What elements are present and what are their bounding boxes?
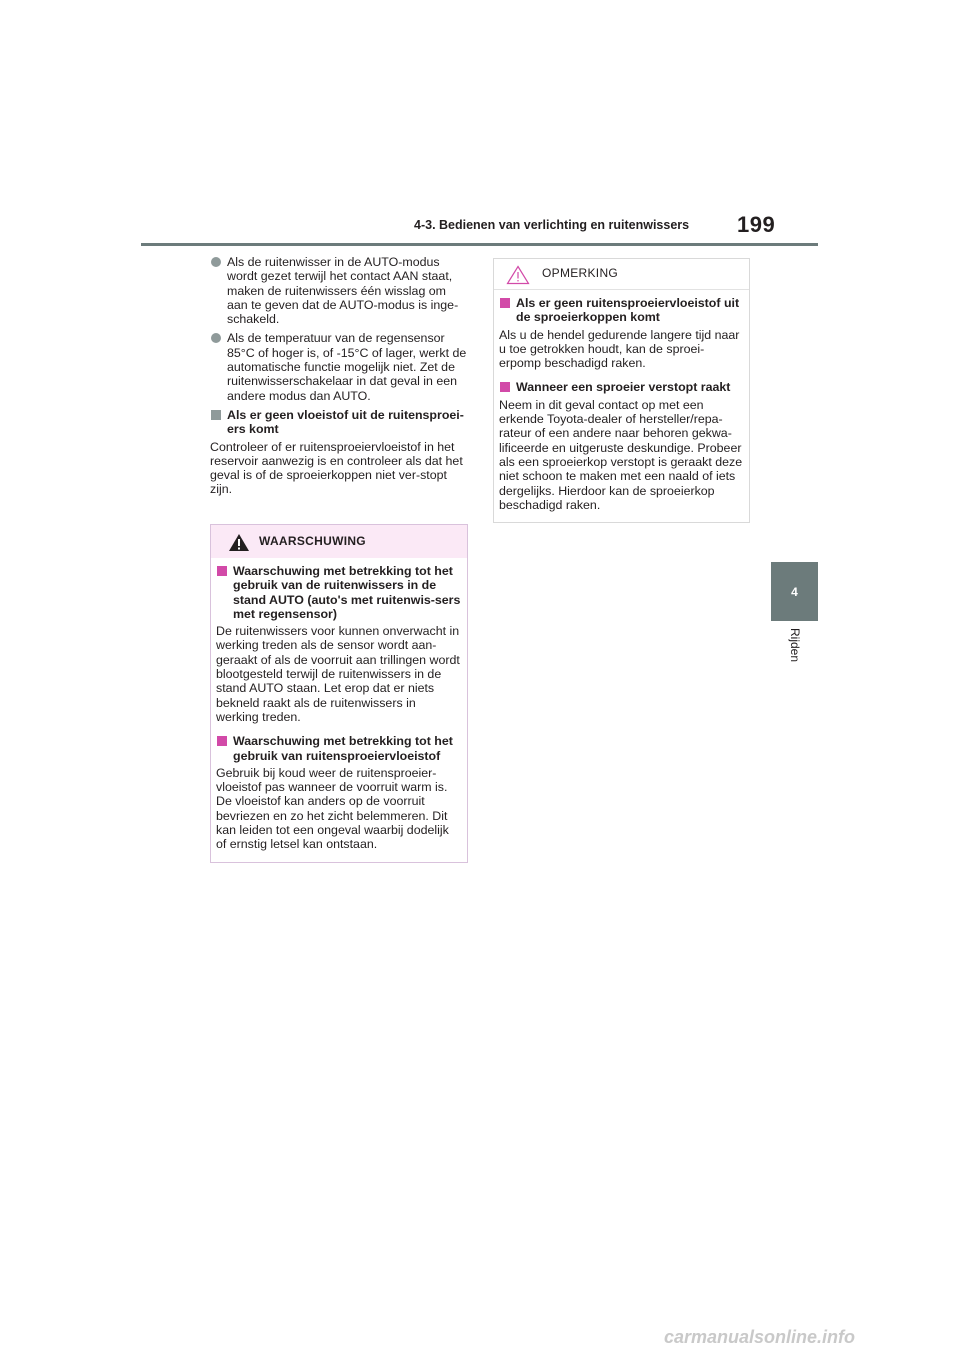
warning-heading [216, 564, 461, 621]
bullet-dot-icon [211, 333, 221, 343]
bullet-item [210, 331, 470, 402]
note-heading [499, 296, 743, 325]
caution-triangle-icon [506, 265, 530, 285]
page-number: 199 [737, 212, 776, 237]
note-box [493, 258, 750, 523]
square-bullet-icon [500, 298, 510, 308]
section-heading [210, 408, 470, 437]
bullet-dot-icon [211, 257, 221, 267]
square-bullet-icon [500, 382, 510, 392]
warning-heading-text: Waarschuwing met betrekking tot het gebruik van de ruitenwissers in de stand AUTO (auto's met ruitenwis-sers met regensensor) [233, 564, 461, 621]
warning-heading-text: Waarschuwing met betrekking tot het gebruik van ruitensproeiervloeistof [233, 734, 453, 763]
bullet-text: Als de ruitenwisser in de AUTO-modus wordt gezet terwijl het contact AAN staat, maken de ruitenwissers één wisslag om aan te geven dat de AUTO-modus is inge-schakeld. [227, 255, 459, 327]
left-column [210, 255, 470, 497]
section-title: 4-3. Bedienen van verlichting en ruitenwissers [414, 218, 690, 232]
chapter-number: 4 [791, 584, 798, 599]
bullet-text: Als de temperatuur van de regensensor 85°C of hoger is, of -15°C of lager, werkt de automatische functie mogelijk niet. Zet de ruitenwisserschakelaar in dat geval in een andere modus dan AUTO. [227, 331, 467, 403]
warning-triangle-icon [228, 533, 250, 552]
note-title: OPMERKING [542, 266, 619, 280]
note-header [494, 259, 749, 290]
note-heading [499, 380, 743, 394]
warning-text: De ruitenwissers voor kunnen onverwacht in werking treden als de sensor wordt aan-geraakt of als de voorruit aan trillingen wordt blootgesteld terwijl de ruitenwissers in de stand AUTO staan. Let erop dat er niets bekneld raakt als de ruitenwissers in werking treden. [216, 624, 460, 724]
watermark: carmanualsonline.info [664, 1327, 856, 1347]
chapter-label: Rijden [788, 628, 802, 663]
square-bullet-icon [211, 410, 221, 420]
note-text: Als u de hendel gedurende langere tijd naar u toe getrokken houdt, kan de sproei-erpomp beschadigd raken. [499, 327, 740, 371]
note-heading-text: Als er geen ruitensproeiervloeistof uit de sproeierkoppen komt [516, 296, 740, 325]
section-paragraph: Controleer of er ruitensproeiervloeistof in het reservoir aanwezig is en controleer als dat het geval is of de sproeierkoppen niet ver-stopt zijn. [210, 439, 463, 497]
warning-text: Gebruik bij koud weer de ruitensproeier-vloeistof pas wanneer de voorruit warm is. De vloeistof kan anders op de voorruit bevriezen en zo het zicht belemmeren. Dit kan leiden tot een ongeval waarbij dodelijk of ernstig letsel kan ontstaan. [216, 765, 449, 852]
warning-heading [216, 734, 461, 763]
warning-header [211, 525, 467, 558]
bullet-item [210, 255, 470, 326]
square-bullet-icon [217, 566, 227, 576]
square-bullet-icon [217, 736, 227, 746]
warning-box [210, 524, 468, 863]
note-heading-text: Wanneer een sproeier verstopt raakt [516, 380, 731, 395]
chapter-tab[interactable] [771, 562, 818, 621]
header-rule [141, 243, 818, 246]
section-heading-text: Als er geen vloeistof uit de ruitensproei-ers komt [227, 407, 464, 437]
note-text: Neem in dit geval contact op met een erkende Toyota-dealer of hersteller/repa-rateur of een andere naar behoren gekwa-lificeerde en uitgeruste deskundige. Probeer als een sproeierkop verstopt is geraakt deze niet schoon te maken met een naald of iets dergelijks. Hierdoor kan de sproeierkop beschadigd raken. [499, 397, 743, 512]
warning-title: WAARSCHUWING [259, 534, 366, 548]
